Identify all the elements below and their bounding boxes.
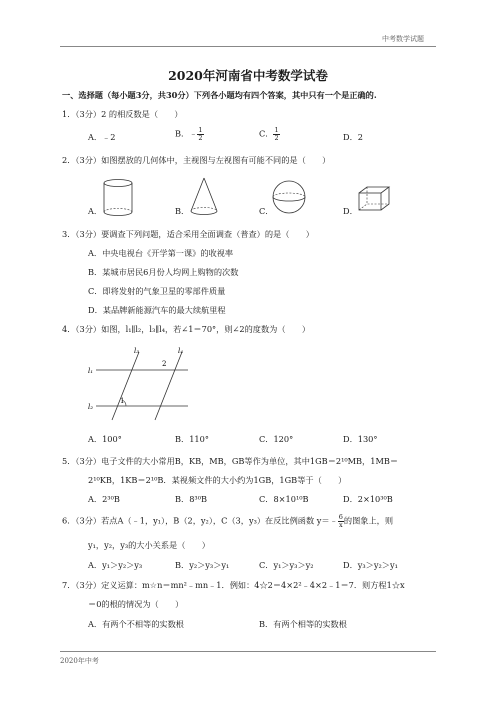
- q1-option-c-prefix: C．: [259, 128, 274, 139]
- fraction-denominator: 2: [198, 134, 203, 142]
- q4-option-b: B．110°: [175, 434, 209, 444]
- q1-option-b-prefix: B．﹣: [175, 128, 198, 139]
- q2-stem: 2．（3分）如图摆放的几何体中，主视图与左视图有可能不同的是（ ）: [62, 155, 331, 165]
- q2-option-c: C．: [259, 206, 274, 216]
- fraction-denominator: x: [339, 521, 343, 529]
- q6-option-c: C．y₁＞y₃＞y₂: [259, 560, 314, 570]
- parallel-lines-diagram: [86, 342, 196, 422]
- q1-option-d: D．2: [343, 132, 363, 142]
- q7-stem-line2: ＝0的根的情况为（ ）: [88, 599, 184, 609]
- label-l4: l₄: [178, 347, 184, 355]
- header-right: 中考数学试题: [382, 35, 424, 43]
- cuboid-icon: [356, 184, 392, 214]
- page-title: 2020年河南省中考数学试卷: [168, 68, 328, 83]
- q5-stem-line1: 5．（3分）电子文件的大小常用B，KB，MB，GB等作为单位，其中1GB＝2¹⁰MB，1MB＝: [62, 456, 399, 466]
- q1-option-c-fraction: [273, 127, 279, 142]
- cylinder-icon: [100, 178, 136, 218]
- q3-option-d: D．某品牌新能源汽车的最大续航里程: [88, 305, 226, 315]
- q3-stem: 3．（3分）要调查下列问题，适合采用全面调查（普查）的是（ ）: [62, 229, 314, 239]
- q2-option-d: D．: [343, 206, 358, 216]
- q4-option-a: A．100°: [88, 434, 122, 444]
- q3-option-c: C．即将发射的气象卫星的零部件质量: [88, 286, 226, 296]
- q4-stem: 4．（3分）如图，l₁∥l₂，l₃∥l₄，若∠1＝70°，则∠2的度数为（ ）: [62, 324, 311, 334]
- q5-option-c: C．8×10¹⁰B: [259, 494, 309, 504]
- q6-option-a: A．y₁＞y₂＞y₃: [88, 560, 143, 570]
- label-l1: l₁: [88, 367, 94, 375]
- q7-stem-line1: 7．（3分）定义运算：m☆n＝mn²﹣mn﹣1．例如：4☆2＝4×2²﹣4×2﹣1＝7．则方程1☆x: [62, 580, 405, 590]
- label-angle-2: 2: [162, 360, 167, 368]
- q5-option-b: B．8³⁰B: [175, 494, 207, 504]
- fraction-denominator: 2: [274, 134, 279, 142]
- label-l3: l₃: [134, 347, 140, 355]
- q6-stem-line2: y₁，y₂，y₃的大小关系是（ ）: [88, 540, 210, 550]
- q4-option-c: C．120°: [259, 434, 294, 444]
- label-l2: l₂: [88, 403, 94, 411]
- q7-option-b: B．有两个相等的实数根: [259, 619, 347, 629]
- q7-option-a: A．有两个不相等的实数根: [88, 619, 184, 629]
- fraction-numerator: 6: [338, 513, 343, 521]
- footer-left: 2020年中考: [60, 657, 99, 665]
- q6-option-b: B．y₂＞y₃＞y₁: [175, 560, 230, 570]
- q4-option-d: D．130°: [343, 434, 378, 444]
- fraction-numerator: 1: [274, 126, 279, 134]
- q1-option-b-fraction: [197, 127, 203, 142]
- sphere-icon: [270, 178, 308, 216]
- q1-stem: 1．（3分）2 的相反数是（ ）: [62, 109, 183, 119]
- q3-option-a: A．中央电视台《开学第一课》的收视率: [88, 248, 234, 258]
- label-angle-1: 1: [120, 397, 125, 405]
- fraction-numerator: 1: [198, 126, 203, 134]
- q3-option-b: B．某城市居民6月份人均网上购物的次数: [88, 267, 239, 277]
- q1-option-b: [175, 127, 204, 142]
- q5-option-d: D．2×10³⁰B: [343, 494, 393, 504]
- q1-option-c: [259, 127, 280, 142]
- q2-option-b: B．: [175, 206, 190, 216]
- q6-option-d: D．y₃＞y₂＞y₁: [343, 560, 398, 570]
- q6-stem-line1: [62, 514, 393, 529]
- cone-icon: [188, 176, 220, 218]
- q5-stem-line2: 2¹⁰KB，1KB＝2¹⁰B．某视频文件的大小约为1GB，1GB等于（ ）: [88, 475, 347, 485]
- footer-divider: [60, 651, 436, 652]
- section-heading: 一、选择题（每小题3分，共30分）下列各小题均有四个答案，其中只有一个是正确的.: [62, 90, 377, 100]
- q1-option-a: A．﹣2: [88, 132, 116, 142]
- q6-stem-post: 的图象上，则: [343, 515, 394, 526]
- q6-stem-pre: 6．（3分）若点A（﹣1，y₁），B（2，y₂），C（3，y₃）在反比例函数 y＝﹣: [62, 515, 338, 526]
- q5-option-a: A．2³⁰B: [88, 494, 120, 504]
- q2-option-a: A．: [88, 206, 103, 216]
- header-divider: [60, 46, 436, 47]
